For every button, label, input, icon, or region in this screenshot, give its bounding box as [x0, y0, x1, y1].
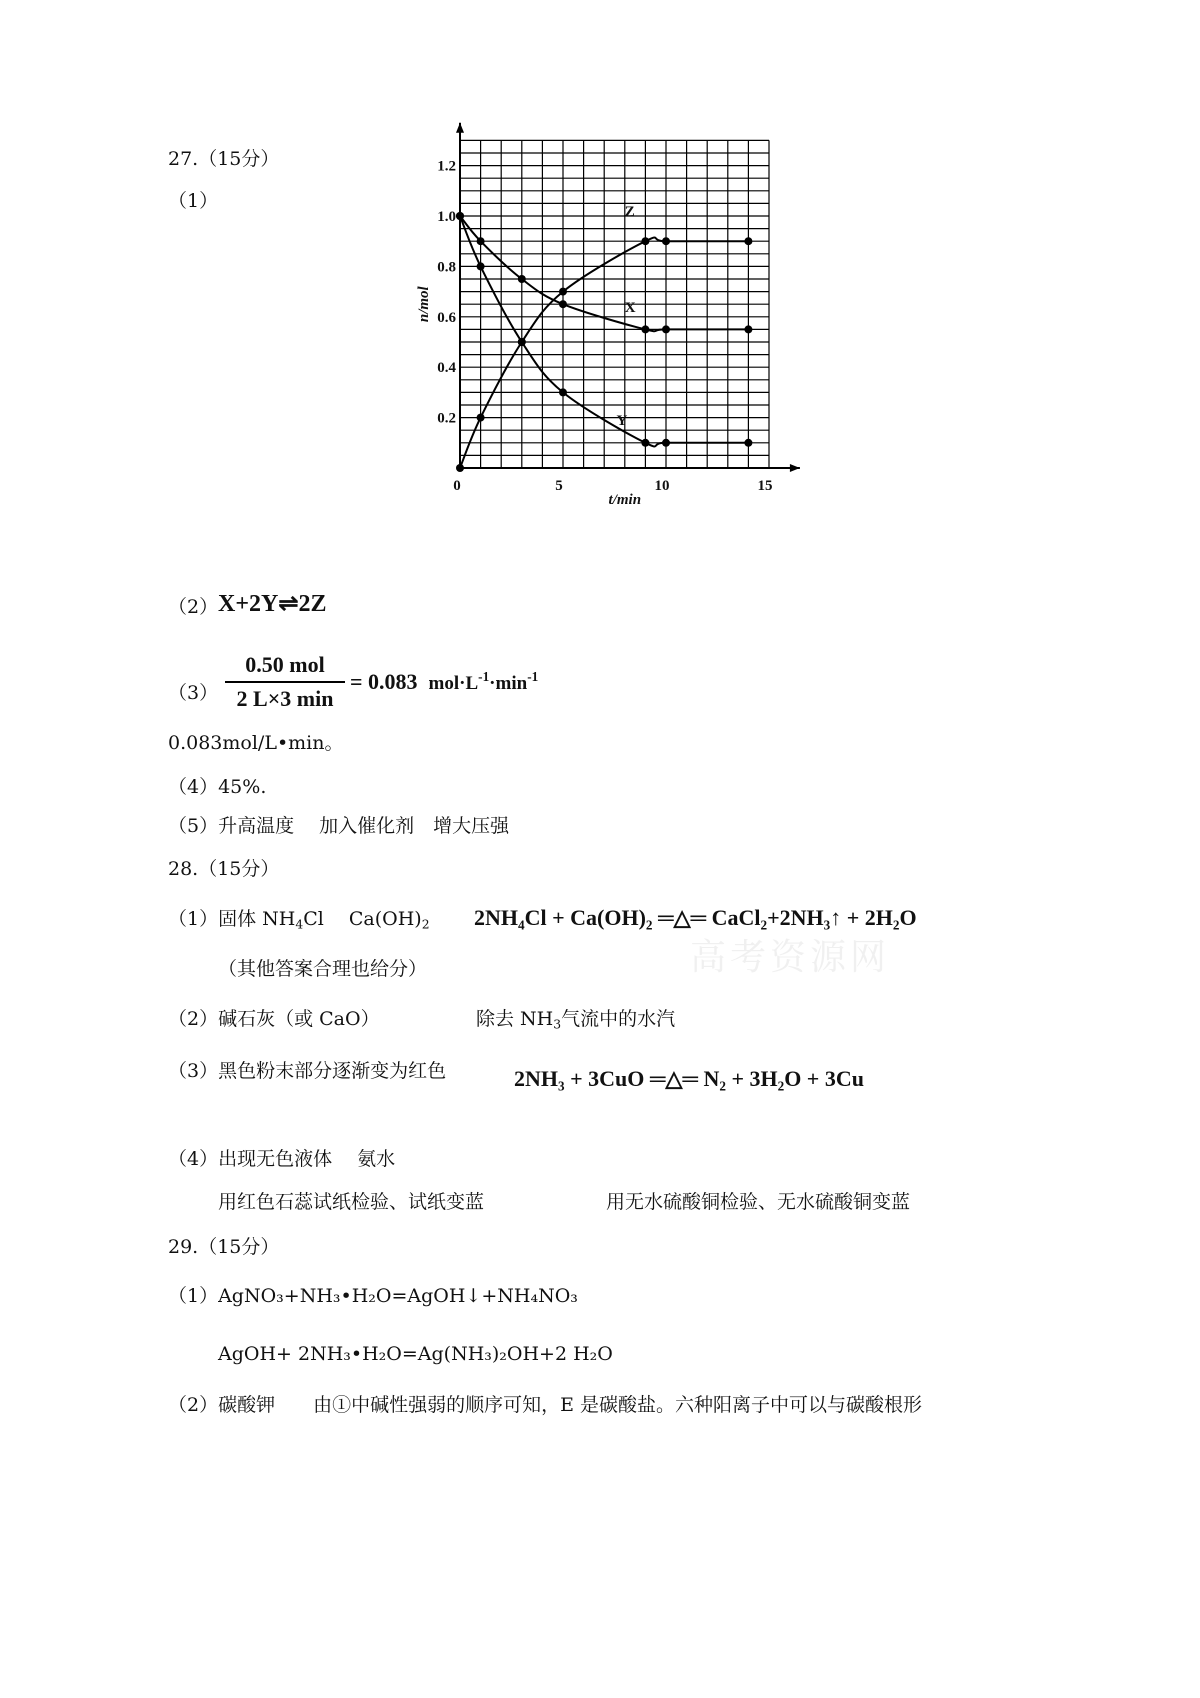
q27-part3-unit-exp: -1	[478, 669, 490, 685]
chart-y-axis-label: n/mol	[416, 286, 432, 323]
q28-part2-a: （2）碱石灰（或 CaO）	[168, 1008, 380, 1030]
q28-part1-b: Cl Ca(OH)	[303, 908, 422, 930]
q27-part3-numerator: 0.50 mol	[245, 652, 325, 677]
q28-part4-b: 用红色石蕊试纸检验、试纸变蓝	[218, 1191, 485, 1213]
q27-heading: 27.（15分）	[168, 148, 280, 170]
chart-series-Z-point	[641, 237, 649, 245]
q27-part3-denominator: 2 L×3 min	[236, 686, 334, 711]
chart-series-X-point	[641, 325, 649, 333]
q29-part1-line2: AgOH+ 2NH₃•H₂O=Ag(NH₃)₂OH+2 H₂O	[218, 1343, 613, 1365]
chart-y-tick-label: 0.4	[437, 360, 456, 377]
q27-part3-unit2: ·min	[489, 673, 528, 694]
chart-y-arrow	[456, 123, 464, 133]
chart-y-tick-label: 0.2	[437, 410, 456, 427]
q29-part2: （2）碳酸钾 由①中碱性强弱的顺序可知，E 是碳酸盐。六种阳离子中可以与碳酸根形	[168, 1394, 922, 1416]
q28-part1-a-sub: 4	[295, 917, 304, 932]
chart-series-Z-point	[744, 237, 752, 245]
chart-series-Y-point	[744, 439, 752, 447]
q28-heading: 28.（15分）	[168, 858, 280, 880]
q27-part3-label: （3）	[168, 682, 219, 704]
chart-series-Z-point	[559, 288, 567, 296]
chart-x-tick-label: 5	[555, 478, 563, 494]
q29-heading: 29.（15分）	[168, 1236, 280, 1258]
chart-x-arrow	[790, 464, 800, 472]
q27-part5: （5）升高温度 加入催化剂 增大压强	[168, 815, 510, 837]
chart-series-Z-label: Z	[624, 204, 635, 220]
chart-series-X-point	[744, 325, 752, 333]
q27-part3-result: = 0.083	[350, 669, 418, 694]
q28-watermark: 高考资源网	[690, 937, 891, 978]
q28-part1-b-sub: 2	[421, 917, 430, 932]
q28-part3-a: （3）黑色粉末部分逐渐变为红色	[168, 1060, 447, 1082]
chart-series-Z-point	[477, 414, 485, 422]
chart-x-tick-label: 0	[453, 478, 461, 494]
chart-x-axis-label: t/min	[608, 492, 642, 508]
q27-part3-fraction-bar	[225, 681, 345, 683]
q28-part1-reagents	[168, 908, 430, 932]
q27-part3-unit: mol·L	[428, 673, 479, 694]
q28-part3-equation: 2NH₃ + 3CuO ═△═ N₂ + 3H₂O + 3Cu	[514, 1066, 864, 1091]
q28-part2-b-sub: 3	[553, 1017, 562, 1032]
chart-series-Y-point	[456, 212, 464, 220]
q27-chart	[416, 150, 820, 520]
q27-part2-label: （2）	[168, 596, 219, 618]
chart-x-tick-label: 10	[654, 478, 670, 494]
chart-series-Y-label: Y	[616, 413, 628, 430]
q27-part3-equation	[350, 671, 538, 693]
q27-part3-unit2-exp: -1	[527, 669, 539, 685]
chart-series-X-point	[559, 300, 567, 308]
chart-series-X-label: X	[624, 299, 636, 316]
chart-series-X-point	[518, 275, 526, 283]
q28-part2-b-text: 除去 NH	[476, 1008, 554, 1030]
chart-series-Z-point	[662, 237, 670, 245]
chart-series-X-point	[477, 237, 485, 245]
chart-y-tick-label: 0.8	[437, 259, 456, 276]
chart-series-Y-point	[662, 439, 670, 447]
q28-part4-c: 用无水硫酸铜检验、无水硫酸铜变蓝	[606, 1191, 911, 1213]
chart-series-Y-point	[641, 439, 649, 447]
chart-y-tick-label: 1.2	[437, 158, 456, 175]
q27-part2-equation: X+2Y⇌2Z	[218, 591, 327, 617]
chart-series-Y-point	[559, 388, 567, 396]
q28-part2-c-text: 气流中的水汽	[561, 1008, 676, 1030]
chart-y-tick-label: 0.6	[437, 309, 456, 326]
chart-x-tick-label: 15	[757, 478, 773, 494]
chart-series-Y-point	[518, 338, 526, 346]
q28-part1-note: （其他答案合理也给分）	[218, 958, 428, 980]
chart-series-Z-point	[456, 464, 464, 472]
q27-part3-text: 0.083mol/L•min。	[168, 732, 344, 754]
q27-part4: （4）45%.	[168, 776, 267, 798]
chart-series-X-point	[662, 325, 670, 333]
q29-part1-line1: （1）AgNO₃+NH₃•H₂O=AgOH↓+NH₄NO₃	[168, 1285, 578, 1307]
q28-part1-a: （1）固体 NH	[168, 908, 296, 930]
q28-part2-b	[476, 1008, 676, 1032]
q28-part1-equation: 2NH₄Cl + Ca(OH)₂ ═△═ CaCl₂+2NH₃↑ + 2H₂O	[474, 905, 917, 930]
chart-series-Y-point	[477, 262, 485, 270]
q28-part4-a: （4）出现无色液体 氨水	[168, 1148, 396, 1170]
q27-part1-label: （1）	[168, 190, 219, 212]
chart-y-tick-label: 1.0	[437, 209, 456, 225]
